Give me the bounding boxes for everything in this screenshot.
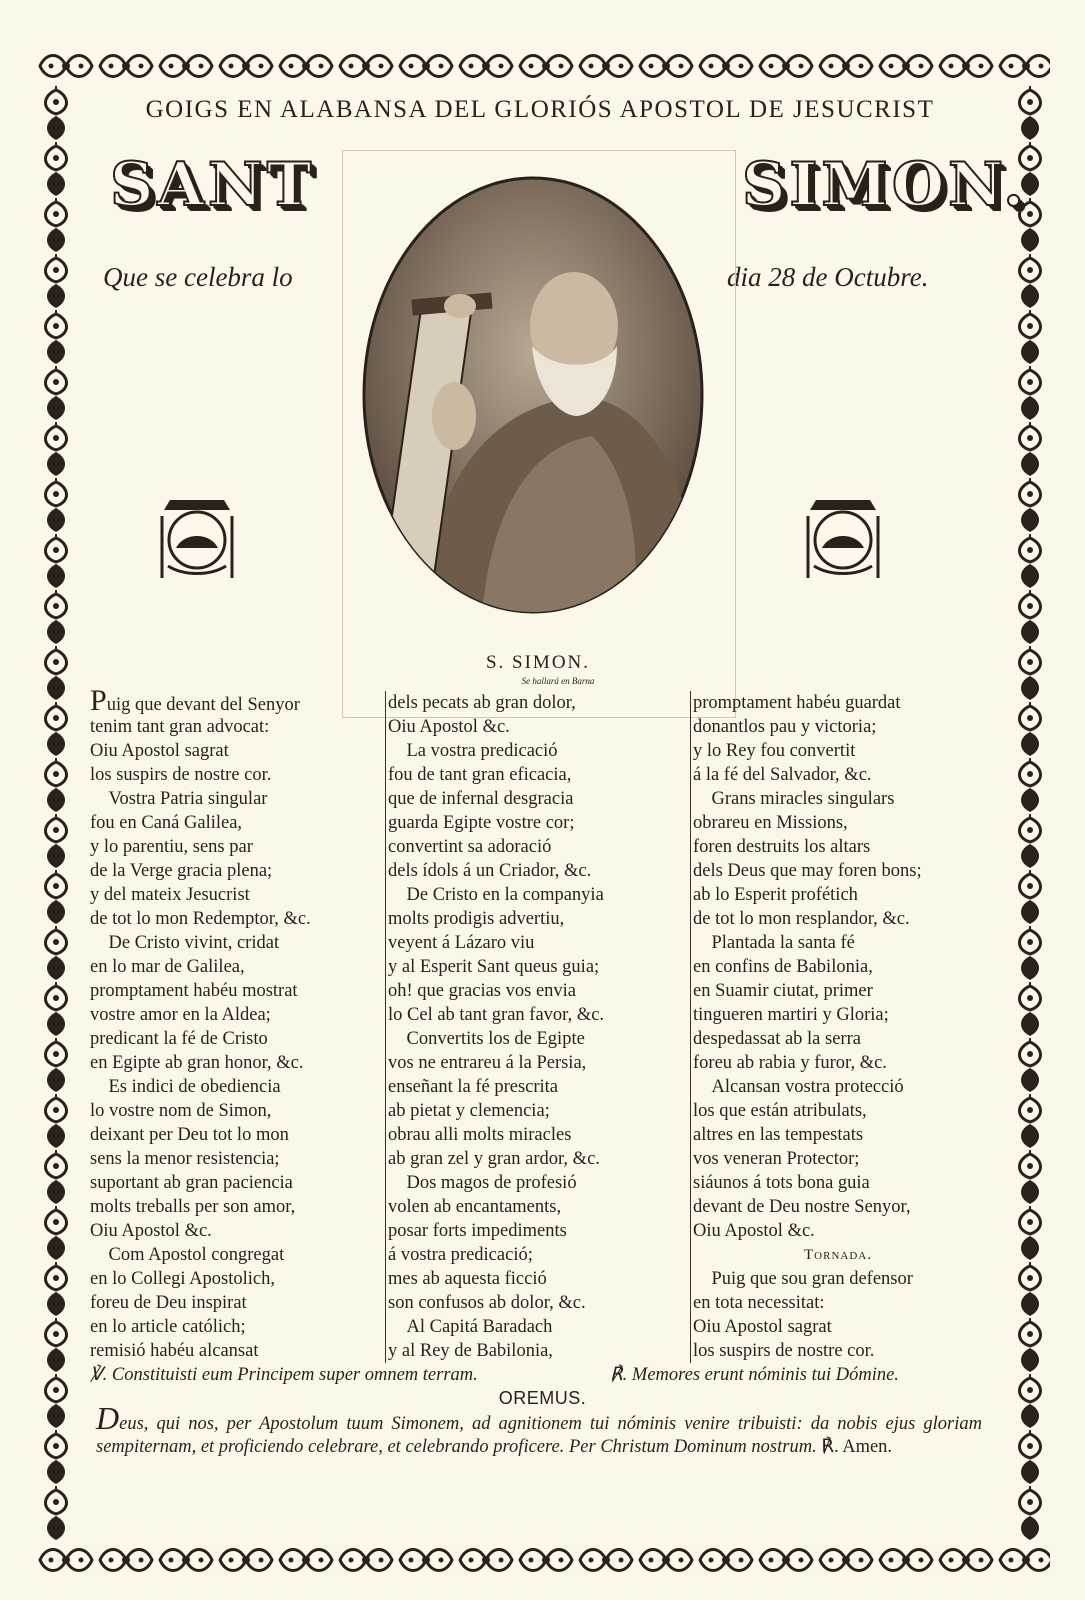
verse-line: posar forts impediments — [388, 1221, 567, 1241]
oremus-heading: OREMUS. — [498, 1388, 587, 1408]
verse-line: y lo Rey fou convertit — [693, 741, 856, 761]
verse-line: De Cristo en la companyia — [388, 885, 604, 905]
verse-line: mes ab aquesta ficció — [388, 1269, 547, 1289]
verse-column-3 — [690, 691, 983, 1363]
verse-line: Puig que sou gran defensor — [693, 1269, 913, 1289]
prayer-body: eus, qui nos, per Apostolum tuum Simonem, ad agnitionem tui nóminis venire tribuisti: da nobis ejus gloriam sempiternam, et proficiendo celebrare, et celebrando proficere. Per Christum Dominum nostrum. — [96, 1414, 982, 1457]
verse-line: siáunos á tots bona guia — [693, 1173, 870, 1193]
title-simon: SIMON. — [742, 150, 1028, 220]
verse-line: donantlos pau y victoria; — [693, 717, 877, 737]
verse-line: enseñant la fé prescrita — [388, 1077, 559, 1097]
verse-line: Dos magos de profesió — [388, 1173, 577, 1193]
verse-line: obrareu en Missions, — [693, 813, 848, 833]
title-sant: SANT — [110, 150, 316, 220]
saint-simon-portrait — [362, 176, 704, 614]
verse-line: de tot lo mon Redemptor, &c. — [90, 909, 311, 929]
verse-line: dels pecats ab gran dolor, — [388, 693, 576, 713]
verse-line: lo Cel ab tant gran favor, &c. — [388, 1005, 605, 1025]
response: ℟. Memores erunt nóminis tui Dómine. — [610, 1365, 899, 1385]
verse-line: los que están atribulats, — [693, 1101, 867, 1121]
verse-line: oh! que gracias vos envia — [388, 981, 577, 1001]
verse-line: en lo article católich; — [90, 1317, 246, 1337]
verse-line: molts treballs per son amor, — [90, 1197, 296, 1217]
verse-line: Oiu Apostol sagrat — [693, 1317, 832, 1337]
verse-line: promptament habéu guardat — [693, 693, 901, 713]
verse-line: á la fé del Salvador, &c. — [693, 765, 872, 785]
verse-line: en Suamir ciutat, primer — [693, 981, 873, 1001]
verse-line: dels ídols á un Criador, &c. — [388, 861, 592, 881]
verse-line: Plantada la santa fé — [693, 933, 855, 953]
pelican-emblem-icon — [154, 496, 240, 582]
verse-column-1 — [90, 684, 368, 1363]
verse-line: y lo parentiu, sens par — [90, 837, 253, 857]
engraving-credit: Se hallará en Barna — [521, 676, 595, 686]
verse-line: guarda Egipte vostre cor; — [388, 813, 575, 833]
verse-line: veyent á Lázaro viu — [388, 933, 535, 953]
verse-line: Vostra Patria singular — [90, 789, 268, 809]
versicle-line — [90, 1364, 980, 1386]
verse-line: Oiu Apostol &c. — [388, 717, 510, 737]
verse-dropcap: P — [90, 684, 107, 717]
border-right — [1010, 86, 1050, 1540]
border-top — [36, 46, 1050, 86]
verse-line: altres en las tempestats — [693, 1125, 864, 1145]
verse-line: y al Rey de Babilonia, — [388, 1341, 553, 1361]
versicle: ℣. Constituisti eum Principem super omnem terram. — [90, 1365, 478, 1385]
verse-line: dels Deus que may foren bons; — [693, 861, 922, 881]
border-bottom — [36, 1540, 1050, 1580]
verse-line: de la Verge gracia plena; — [90, 861, 273, 881]
prayer-text — [96, 1400, 982, 1459]
verse-line: promptament habéu mostrat — [90, 981, 298, 1001]
verse-line: Al Capitá Baradach — [388, 1317, 553, 1337]
verse-line: los suspirs de nostre cor. — [693, 1341, 875, 1361]
verse-line: predicant la fé de Cristo — [90, 1029, 268, 1049]
prayer-amen: ℟. Amen. — [821, 1437, 893, 1457]
feast-date-left: Que se celebra lo — [103, 262, 293, 292]
verse-line: suportant ab gran paciencia — [90, 1173, 293, 1193]
verse-line: Oiu Apostol &c. — [90, 1221, 212, 1241]
verse-line: Com Apostol congregat — [90, 1245, 285, 1265]
verse-line: remisió habéu alcansat — [90, 1341, 259, 1361]
verse-line: Grans miracles singulars — [693, 789, 895, 809]
verse-line: y del mateix Jesucrist — [90, 885, 250, 905]
verse-line: sens la menor resistencia; — [90, 1149, 280, 1169]
verse-line: Puig que devant del Senyor — [90, 684, 300, 717]
verse-line: foreu ab rabia y furor, &c. — [693, 1053, 887, 1073]
verse-line: foreu de Deu inspirat — [90, 1293, 247, 1313]
verse-line: en lo mar de Galilea, — [90, 957, 245, 977]
verse-line: De Cristo vivint, cridat — [90, 933, 280, 953]
verse-line: fou en Caná Galilea, — [90, 813, 243, 833]
verse-line: los suspirs de nostre cor. — [90, 765, 272, 785]
verse-line: devant de Deu nostre Senyor, — [693, 1197, 911, 1217]
verse-line: La vostra predicació — [388, 741, 558, 761]
verse-line: Oiu Apostol &c. — [693, 1221, 815, 1241]
verse-line: á vostra predicació; — [388, 1245, 533, 1265]
verse-column-2 — [385, 691, 676, 1363]
verse-line: fou de tant gran eficacia, — [388, 765, 572, 785]
verse-line: y al Esperit Sant queus guia; — [388, 957, 600, 977]
border-left — [36, 86, 76, 1540]
pelican-emblem-icon — [800, 496, 886, 582]
verse-line: tenim tant gran advocat: — [90, 717, 270, 737]
verse-line: convertint sa adoració — [388, 837, 552, 857]
verse-line: volen ab encantaments, — [388, 1197, 562, 1217]
verse-line: vos ne entrareu á la Persia, — [388, 1053, 587, 1073]
feast-date-right: dia 28 de Octubre. — [727, 262, 929, 292]
prayer-dropcap: D — [96, 1400, 120, 1436]
verse-line: ab gran zel y gran ardor, &c. — [388, 1149, 600, 1169]
verse-line: Es indici de obediencia — [90, 1077, 281, 1097]
verse-line: Alcansan vostra protecció — [693, 1077, 904, 1097]
verse-line: en tota necessitat: — [693, 1293, 825, 1313]
verse-line: de tot lo mon resplandor, &c. — [693, 909, 910, 929]
verse-line: despedassat ab la serra — [693, 1029, 861, 1049]
verse-line: obrau alli molts miracles — [388, 1125, 572, 1145]
verse-line: lo vostre nom de Simon, — [90, 1101, 272, 1121]
engraving-caption: S. SIMON. — [485, 652, 591, 673]
title-line: GOIGS EN ALABANSA DEL GLORIÓS APOSTOL DE JESUCRIST — [145, 96, 935, 123]
verse-line: ab lo Esperit profétich — [693, 885, 858, 905]
verse-line: vos veneran Protector; — [693, 1149, 860, 1169]
verse-line: tingueren martiri y Gloria; — [693, 1005, 889, 1025]
verse-line: Oiu Apostol sagrat — [90, 741, 229, 761]
verse-line: molts prodigis advertiu, — [388, 909, 565, 929]
verse-line: en confins de Babilonia, — [693, 957, 873, 977]
verse-line: son confusos ab dolor, &c. — [388, 1293, 586, 1313]
verse-line: vostre amor en la Aldea; — [90, 1005, 271, 1025]
verse-line: deixant per Deu tot lo mon — [90, 1125, 289, 1145]
verse-line: foren destruits los altars — [693, 837, 871, 857]
verse-line: Tornada. — [804, 1247, 872, 1263]
verse-line: que de infernal desgracia — [388, 789, 574, 809]
verse-line: en Egipte ab gran honor, &c. — [90, 1053, 304, 1073]
verse-line: en lo Collegi Apostolich, — [90, 1269, 275, 1289]
verse-line: Convertits los de Egipte — [388, 1029, 585, 1049]
verse-line: ab pietat y clemencia; — [388, 1101, 550, 1121]
